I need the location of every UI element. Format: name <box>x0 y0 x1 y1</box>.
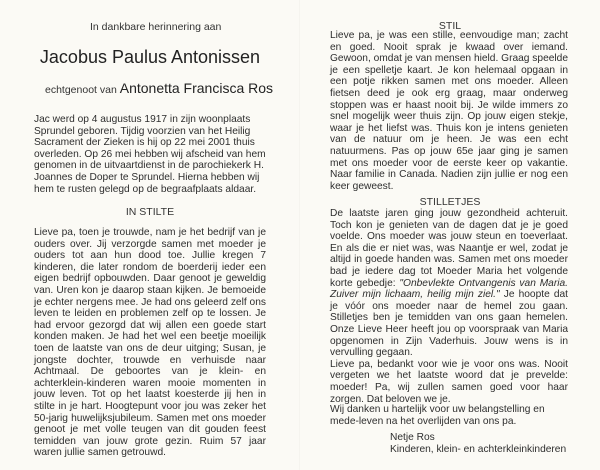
stil-paragraph: Lieve pa, je was een stille, eenvoudige man; zacht en goed. Nooit sprak je kwaad over iemand. Gewoon, omdat je van mensen hield. Graag speelde je een spelletje kaart. Je kon helemaal opgaan in een potje rikken samen met ons moeder. Alleen fietsen deed je ook erg graag, maar onderweg stoppen was er haast nooit bij. Je wilde immers zo snel mogelijk weer thuis zijn. Op jouw eigen stekje, waar je het liefst was. Thuis kon je intens genieten van de natuur om je heen. Je was een echt natuurmens. Pas op jouw 65e jaar ging je samen met ons moeder voor de eerste keer op vakantie. Naar familie in Canada. Nadien zijn jullie er nog een keer geweest. <box>330 30 568 192</box>
intro-text: In dankbare herinnering aan <box>90 21 222 33</box>
spouse-line <box>45 80 273 96</box>
signature <box>390 432 566 455</box>
closing-paragraph: Lieve pa, bedankt voor wie je voor ons was. Nooit vergeten we het laatste woord dat je prevelde: moeder! Pa, wij zullen samen goed voor haar zorgen. Dat beloven we je. <box>330 358 568 405</box>
right-page <box>300 0 600 470</box>
prayer-quote: "Onbevlekte Ontvangenis van Maria. Zuiver mijn lichaam, heilig mijn ziel." <box>330 277 568 301</box>
section-heading-stil: STIL <box>438 20 462 32</box>
spouse-prefix: echtgenoot van <box>45 84 117 96</box>
section-heading-in-stilte: IN STILTE <box>125 206 175 218</box>
signature-family: Kinderen, klein- en achterkleinkinderen <box>390 443 567 455</box>
deceased-name: Jacobus Paulus Antonissen <box>39 47 261 67</box>
thanks-paragraph: Wij danken u hartelijk voor uw belangstelling en mede-leven na het overlijden van ons pa. <box>330 404 545 427</box>
biography-paragraph: Jac werd op 4 augustus 1917 in zijn woonplaats Sprundel geboren. Tijdig voorzien van het Heilig Sacrament der Zieken is hij op 22 mei 2001 thuis overleden. Op 26 mei hebben wij afscheid van hem genomen in de uitvaartdienst in de parochiekerk H. Joannes de Doper te Sprundel. Hierna hebben wij hem te rusten gelegd op de begraafplaats aldaar. <box>34 114 266 195</box>
stilletjes-text-after: Je hoopte dat je vóór ons moeder naar de hemel zou gaan. Stilletjes ben je temidden van ons gaan hemelen. Onze Lieve Heer heeft jou op voorspraak van Maria opgenomen in Zijn Vaderhuis. Jouw wens is in vervulling gegaan. <box>330 289 568 359</box>
spouse-name: Antonetta Francisca Ros <box>119 80 274 96</box>
stilletjes-section <box>330 208 568 405</box>
section-heading-stilletjes: STILLETJES <box>419 196 481 208</box>
signature-spouse: Netje Ros <box>390 432 435 443</box>
in-stilte-paragraph: Lieve pa, toen je trouwde, nam je het bedrijf van je ouders over. Jij verzorgde samen met moeder je ouders tot aan hun dood toe. Jullie kregen 7 kinderen, die later rondom de boerderij ieder een eigen bedrijf opbouwden. Daar genoot je geweldig van. Uren kon je daarop staan kijken. Je bemoeide je echter nergens mee. Je had ons geleerd zelf ons leven te leiden en problemen zelf op te lossen. Je had ervoor gezorgd dat wij allen een goede start konden maken. Je had het wel een beetje moeilijk toen de laatste van ons de deur uitging; Susan, je jongste dochter, trouwde en verhuisde naar Achtmaal. De geboortes van je klein- en achterklein-kinderen waren mooie momenten in jouw leven. Tot op het laatst koesterde jij hen in stilte in je hart. Hoogtepunt voor jou was zeker het 50-jarig huwelijksjubileum. Samen met ons moeder genoot je met volle teugen van dit gouden feest temidden van jouw grote gezin. Ruim 57 jaar waren jullie samen getrouwd. <box>34 227 266 459</box>
stilletjes-text-before: De laatste jaren ging jouw gezondheid achteruit. Toch kon je genieten van de dagen dat je je goed voelde. Ons moeder was jouw steun en toeverlaat. En als die er niet was, was Naantje er wel, zodat je altijd in goede handen was. Samen met ons moeder bad je iedere dag tot Moeder Maria het volgende korte gebedje: <box>330 208 568 289</box>
